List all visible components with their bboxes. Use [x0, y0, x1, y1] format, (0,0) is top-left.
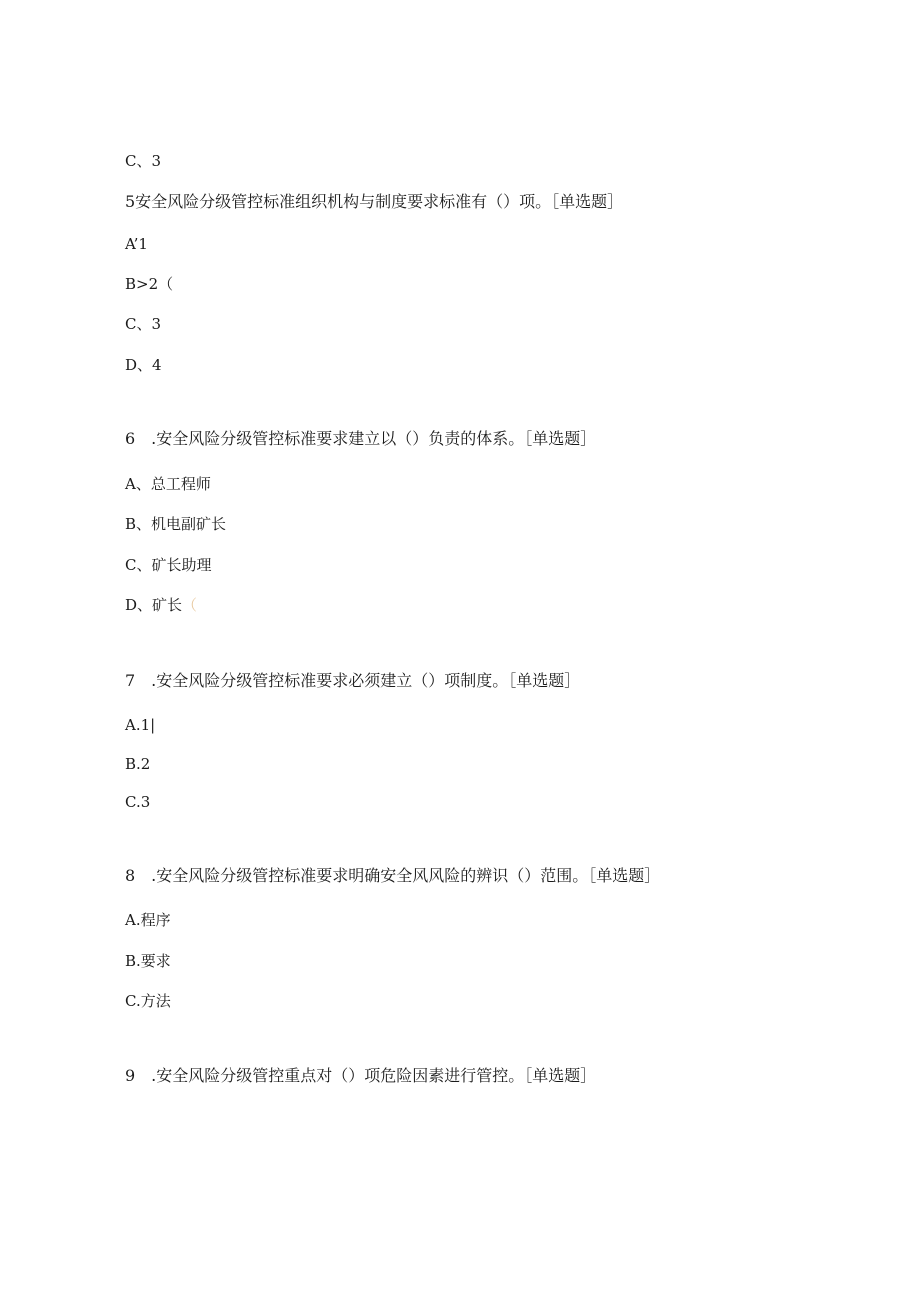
- option-text: A’1: [125, 235, 148, 253]
- option-text: A、总工程师: [125, 475, 211, 493]
- option-text: B>2（: [125, 275, 174, 293]
- option-line: [125, 598, 197, 613]
- option-text: C.3: [125, 793, 151, 811]
- question-8: 8 .安全风险分级管控标准要求明确安全风风险的辨识（）范围。［单选题］: [125, 866, 661, 885]
- stray-mark: （: [182, 596, 198, 614]
- question-5: 5安全风险分级管控标准组织机构与制度要求标准有（）项。［单选题］: [125, 192, 624, 211]
- option-text: D、4: [125, 356, 162, 374]
- question-7: 7 .安全风险分级管控标准要求必须建立（）项制度。［单选题］: [125, 671, 581, 690]
- option-text: C.方法: [125, 992, 171, 1010]
- option-text: B.2: [125, 755, 151, 773]
- option-text: A.程序: [125, 911, 171, 929]
- option-text: A.1|: [125, 716, 156, 734]
- option-text: C、3: [125, 152, 162, 170]
- option-text: B.要求: [125, 952, 171, 970]
- option-text: C、3: [125, 315, 162, 333]
- option-text: D、矿长: [125, 596, 183, 614]
- question-6: 6 .安全风险分级管控标准要求建立以（）负责的体系。［单选题］: [125, 429, 597, 448]
- option-text: B、机电副矿长: [125, 515, 227, 533]
- question-9: 9 .安全风险分级管控重点对（）项危险因素进行管控。［单选题］: [125, 1066, 597, 1085]
- option-text: C、矿长助理: [125, 556, 212, 574]
